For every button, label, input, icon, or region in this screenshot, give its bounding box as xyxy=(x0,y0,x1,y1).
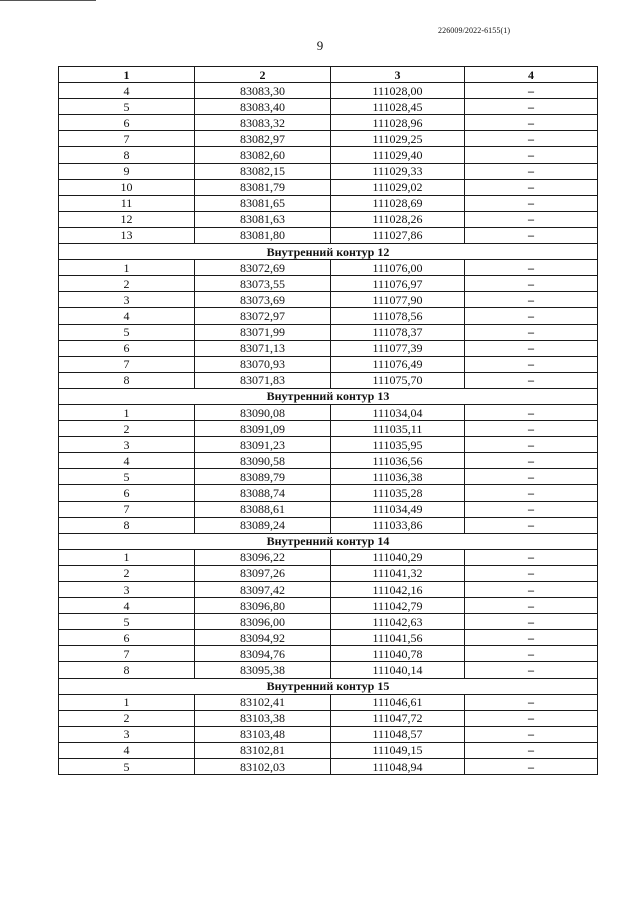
table-cell: 111041,32 xyxy=(331,565,465,581)
table-cell: 111028,00 xyxy=(331,83,465,99)
column-header: 3 xyxy=(331,67,465,83)
table-cell: 83102,81 xyxy=(195,742,331,758)
table-cell: 2 xyxy=(59,421,195,437)
table-row xyxy=(59,292,598,308)
table-cell: 83097,42 xyxy=(195,582,331,598)
section-title: Внутренний контур 15 xyxy=(59,678,598,694)
table-cell: 83089,79 xyxy=(195,469,331,485)
table-cell: 111029,33 xyxy=(331,163,465,179)
table-cell: – xyxy=(465,147,598,163)
table-row xyxy=(59,260,598,276)
table-cell: 83094,92 xyxy=(195,630,331,646)
table-cell: 3 xyxy=(59,437,195,453)
table-row xyxy=(59,646,598,662)
table-row xyxy=(59,630,598,646)
table-cell: 83083,40 xyxy=(195,99,331,115)
table-cell: – xyxy=(465,549,598,565)
table-row xyxy=(59,147,598,163)
table-cell: 5 xyxy=(59,469,195,485)
table-cell: 111035,95 xyxy=(331,437,465,453)
table-row xyxy=(59,598,598,614)
table-row xyxy=(59,211,598,227)
column-header: 2 xyxy=(195,67,331,83)
table-cell: 111035,28 xyxy=(331,485,465,501)
table-cell: 83081,65 xyxy=(195,195,331,211)
table-cell: 83090,08 xyxy=(195,404,331,420)
table-cell: 83103,48 xyxy=(195,726,331,742)
table-row xyxy=(59,710,598,726)
table-cell: – xyxy=(465,115,598,131)
table-cell: – xyxy=(465,179,598,195)
table-cell: 83070,93 xyxy=(195,356,331,372)
table-row xyxy=(59,501,598,517)
table-row xyxy=(59,308,598,324)
table-cell: 83091,23 xyxy=(195,437,331,453)
table-cell: 12 xyxy=(59,211,195,227)
table-cell: – xyxy=(465,469,598,485)
table-cell: 5 xyxy=(59,614,195,630)
table-cell: – xyxy=(465,630,598,646)
table-cell: – xyxy=(465,485,598,501)
table-cell: 111036,38 xyxy=(331,469,465,485)
table-cell: 111048,57 xyxy=(331,726,465,742)
section-title-row xyxy=(59,388,598,404)
table-cell: 83102,41 xyxy=(195,694,331,710)
table-cell: – xyxy=(465,131,598,147)
table-cell: – xyxy=(465,324,598,340)
table-cell: 83071,99 xyxy=(195,324,331,340)
table-cell: 83096,22 xyxy=(195,549,331,565)
table-cell: 6 xyxy=(59,630,195,646)
column-header: 4 xyxy=(465,67,598,83)
table-cell: 83081,80 xyxy=(195,227,331,243)
table-cell: – xyxy=(465,372,598,388)
coordinates-table-body xyxy=(59,67,598,775)
table-cell: 5 xyxy=(59,99,195,115)
table-row xyxy=(59,565,598,581)
table-cell: 8 xyxy=(59,517,195,533)
table-cell: 83082,15 xyxy=(195,163,331,179)
table-cell: – xyxy=(465,453,598,469)
table-cell: 2 xyxy=(59,710,195,726)
table-row xyxy=(59,195,598,211)
section-title: Внутренний контур 12 xyxy=(59,244,598,260)
table-cell: 83082,97 xyxy=(195,131,331,147)
table-cell: 11 xyxy=(59,195,195,211)
table-cell: 83088,74 xyxy=(195,485,331,501)
section-title-row xyxy=(59,244,598,260)
table-cell: 111028,26 xyxy=(331,211,465,227)
table-cell: 111076,49 xyxy=(331,356,465,372)
table-cell: – xyxy=(465,710,598,726)
table-cell: 83102,03 xyxy=(195,759,331,775)
table-cell: 111046,61 xyxy=(331,694,465,710)
table-cell: 83091,09 xyxy=(195,421,331,437)
table-cell: 8 xyxy=(59,372,195,388)
table-cell: 3 xyxy=(59,582,195,598)
column-header: 1 xyxy=(59,67,195,83)
table-row xyxy=(59,614,598,630)
table-cell: 2 xyxy=(59,276,195,292)
table-cell: – xyxy=(465,404,598,420)
table-cell: 5 xyxy=(59,759,195,775)
table-cell: 111033,86 xyxy=(331,517,465,533)
table-cell: 83097,26 xyxy=(195,565,331,581)
table-row xyxy=(59,469,598,485)
table-cell: 2 xyxy=(59,565,195,581)
table-cell: 111029,40 xyxy=(331,147,465,163)
table-row xyxy=(59,421,598,437)
table-cell: 111075,70 xyxy=(331,372,465,388)
table-cell: 83071,83 xyxy=(195,372,331,388)
table-cell: 83096,80 xyxy=(195,598,331,614)
table-cell: – xyxy=(465,598,598,614)
table-cell: 111041,56 xyxy=(331,630,465,646)
table-cell: 111034,04 xyxy=(331,404,465,420)
table-cell: – xyxy=(465,759,598,775)
table-cell: 8 xyxy=(59,147,195,163)
table-cell: 111077,90 xyxy=(331,292,465,308)
top-rule xyxy=(0,0,96,1)
table-cell: – xyxy=(465,356,598,372)
table-cell: 111036,56 xyxy=(331,453,465,469)
table-cell: – xyxy=(465,308,598,324)
section-title-row xyxy=(59,533,598,549)
table-cell: – xyxy=(465,662,598,678)
table-row xyxy=(59,356,598,372)
table-cell: – xyxy=(465,726,598,742)
table-cell: 111048,94 xyxy=(331,759,465,775)
table-cell: 111047,72 xyxy=(331,710,465,726)
table-cell: – xyxy=(465,614,598,630)
table-row xyxy=(59,726,598,742)
table-cell: 111077,39 xyxy=(331,340,465,356)
table-cell: 1 xyxy=(59,404,195,420)
table-cell: 8 xyxy=(59,662,195,678)
table-cell: – xyxy=(465,742,598,758)
table-cell: – xyxy=(465,163,598,179)
table-cell: 83081,63 xyxy=(195,211,331,227)
table-cell: – xyxy=(465,694,598,710)
table-row xyxy=(59,485,598,501)
table-cell: 83081,79 xyxy=(195,179,331,195)
table-cell: 83094,76 xyxy=(195,646,331,662)
table-cell: 4 xyxy=(59,83,195,99)
table-cell: 111049,15 xyxy=(331,742,465,758)
table-cell: 83072,69 xyxy=(195,260,331,276)
table-cell: 111028,45 xyxy=(331,99,465,115)
table-cell: – xyxy=(465,99,598,115)
table-row xyxy=(59,276,598,292)
table-cell: – xyxy=(465,421,598,437)
table-row xyxy=(59,582,598,598)
table-cell: – xyxy=(465,582,598,598)
table-cell: 83095,38 xyxy=(195,662,331,678)
table-cell: – xyxy=(465,195,598,211)
section-title-row xyxy=(59,678,598,694)
table-cell: 111076,00 xyxy=(331,260,465,276)
table-cell: 111042,79 xyxy=(331,598,465,614)
table-cell: 4 xyxy=(59,742,195,758)
table-cell: 83073,69 xyxy=(195,292,331,308)
table-cell: 111028,96 xyxy=(331,115,465,131)
table-cell: 7 xyxy=(59,131,195,147)
table-row xyxy=(59,227,598,243)
table-cell: – xyxy=(465,83,598,99)
table-cell: 111076,97 xyxy=(331,276,465,292)
table-row xyxy=(59,549,598,565)
table-row xyxy=(59,179,598,195)
table-cell: 1 xyxy=(59,694,195,710)
table-cell: 7 xyxy=(59,646,195,662)
table-cell: 1 xyxy=(59,549,195,565)
section-title: Внутренний контур 13 xyxy=(59,388,598,404)
table-cell: 83090,58 xyxy=(195,453,331,469)
table-cell: 3 xyxy=(59,292,195,308)
document-number: 226009/2022-6155(1) xyxy=(438,26,511,35)
table-cell: – xyxy=(465,501,598,517)
table-row xyxy=(59,759,598,775)
table-row xyxy=(59,340,598,356)
table-cell: 9 xyxy=(59,163,195,179)
table-cell: 111040,14 xyxy=(331,662,465,678)
table-cell: 83071,13 xyxy=(195,340,331,356)
table-cell: 7 xyxy=(59,356,195,372)
table-row xyxy=(59,131,598,147)
table-cell: 111035,11 xyxy=(331,421,465,437)
table-cell: 4 xyxy=(59,453,195,469)
table-cell: 111040,29 xyxy=(331,549,465,565)
table-row xyxy=(59,404,598,420)
table-row xyxy=(59,163,598,179)
table-row xyxy=(59,517,598,533)
table-row xyxy=(59,437,598,453)
table-row xyxy=(59,742,598,758)
table-cell: 6 xyxy=(59,340,195,356)
table-cell: 4 xyxy=(59,308,195,324)
table-cell: 111042,16 xyxy=(331,582,465,598)
table-row xyxy=(59,83,598,99)
table-row xyxy=(59,115,598,131)
section-title: Внутренний контур 14 xyxy=(59,533,598,549)
table-cell: 111029,02 xyxy=(331,179,465,195)
coordinates-table xyxy=(58,66,598,775)
table-cell: – xyxy=(465,517,598,533)
table-cell: 3 xyxy=(59,726,195,742)
table-cell: 6 xyxy=(59,115,195,131)
table-cell: 111078,56 xyxy=(331,308,465,324)
table-row xyxy=(59,99,598,115)
table-cell: 111027,86 xyxy=(331,227,465,243)
table-cell: 111042,63 xyxy=(331,614,465,630)
table-cell: 5 xyxy=(59,324,195,340)
table-cell: – xyxy=(465,646,598,662)
page-number: 9 xyxy=(316,38,324,53)
table-cell: 13 xyxy=(59,227,195,243)
table-cell: 1 xyxy=(59,260,195,276)
table-cell: 111040,78 xyxy=(331,646,465,662)
table-cell: – xyxy=(465,211,598,227)
table-cell: 111029,25 xyxy=(331,131,465,147)
table-cell: 10 xyxy=(59,179,195,195)
table-row xyxy=(59,662,598,678)
table-cell: 83072,97 xyxy=(195,308,331,324)
table-cell: 83083,32 xyxy=(195,115,331,131)
table-row xyxy=(59,694,598,710)
table-cell: – xyxy=(465,565,598,581)
table-cell: – xyxy=(465,437,598,453)
table-cell: 83083,30 xyxy=(195,83,331,99)
table-cell: 83088,61 xyxy=(195,501,331,517)
table-row xyxy=(59,324,598,340)
table-cell: 83103,38 xyxy=(195,710,331,726)
table-row xyxy=(59,453,598,469)
table-cell: 111028,69 xyxy=(331,195,465,211)
table-cell: 111078,37 xyxy=(331,324,465,340)
table-cell: 83089,24 xyxy=(195,517,331,533)
table-cell: – xyxy=(465,260,598,276)
table-cell: 83073,55 xyxy=(195,276,331,292)
table-cell: – xyxy=(465,227,598,243)
table-cell: 7 xyxy=(59,501,195,517)
table-cell: 4 xyxy=(59,598,195,614)
table-cell: – xyxy=(465,340,598,356)
table-cell: 83096,00 xyxy=(195,614,331,630)
table-cell: – xyxy=(465,292,598,308)
table-header-row xyxy=(59,67,598,83)
table-row xyxy=(59,372,598,388)
table-cell: 6 xyxy=(59,485,195,501)
table-cell: – xyxy=(465,276,598,292)
table-cell: 111034,49 xyxy=(331,501,465,517)
table-cell: 83082,60 xyxy=(195,147,331,163)
